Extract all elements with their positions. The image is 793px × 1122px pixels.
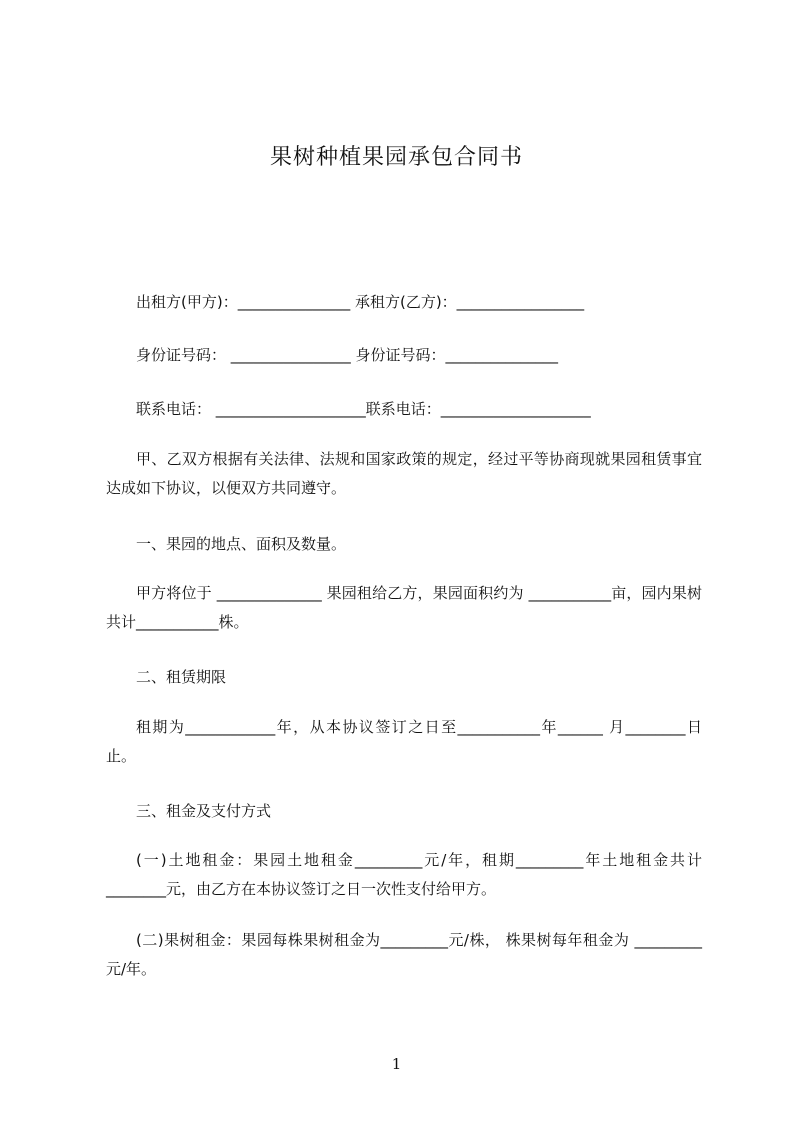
- section3-item2: (二)果树租金：果园每株果树租金为_________元/株， 株果树每年租金为 _________元/年。: [106, 931, 702, 978]
- section2-heading: 二、租赁期限: [136, 668, 227, 686]
- id-number-line: 身份证号码： ________________ 身份证号码：_______________: [136, 346, 559, 364]
- section1-heading: 一、果园的地点、面积及数量。: [136, 535, 347, 553]
- section2-paragraph: 租期为____________年，从本协议签订之日至___________年______ 月________日止。: [106, 718, 702, 765]
- page-number: 1: [391, 1055, 402, 1073]
- section3-heading: 三、租金及支付方式: [136, 802, 272, 820]
- section1-paragraph: 甲方将位于 ______________ 果园租给乙方，果园面积约为 ___________亩，园内果树共计___________株。: [106, 584, 702, 631]
- page-title: 果树种植果园承包合同书: [269, 145, 523, 170]
- intro-paragraph: 甲、乙双方根据有关法律、法规和国家政策的规定，经过平等协商现就果园租赁事宜达成如下协议，以便双方共同遵守。: [106, 450, 702, 497]
- section3-item1: (一)土地租金：果园土地租金_________元/年，租期_________年土地租金共计________元，由乙方在本协议签订之日一次性支付给甲方。: [106, 851, 702, 898]
- phone-line: 联系电话： ____________________联系电话：____________________: [136, 400, 591, 418]
- party-line: 出租方(甲方)：_______________ 承租方(乙方)：_________________: [136, 293, 585, 311]
